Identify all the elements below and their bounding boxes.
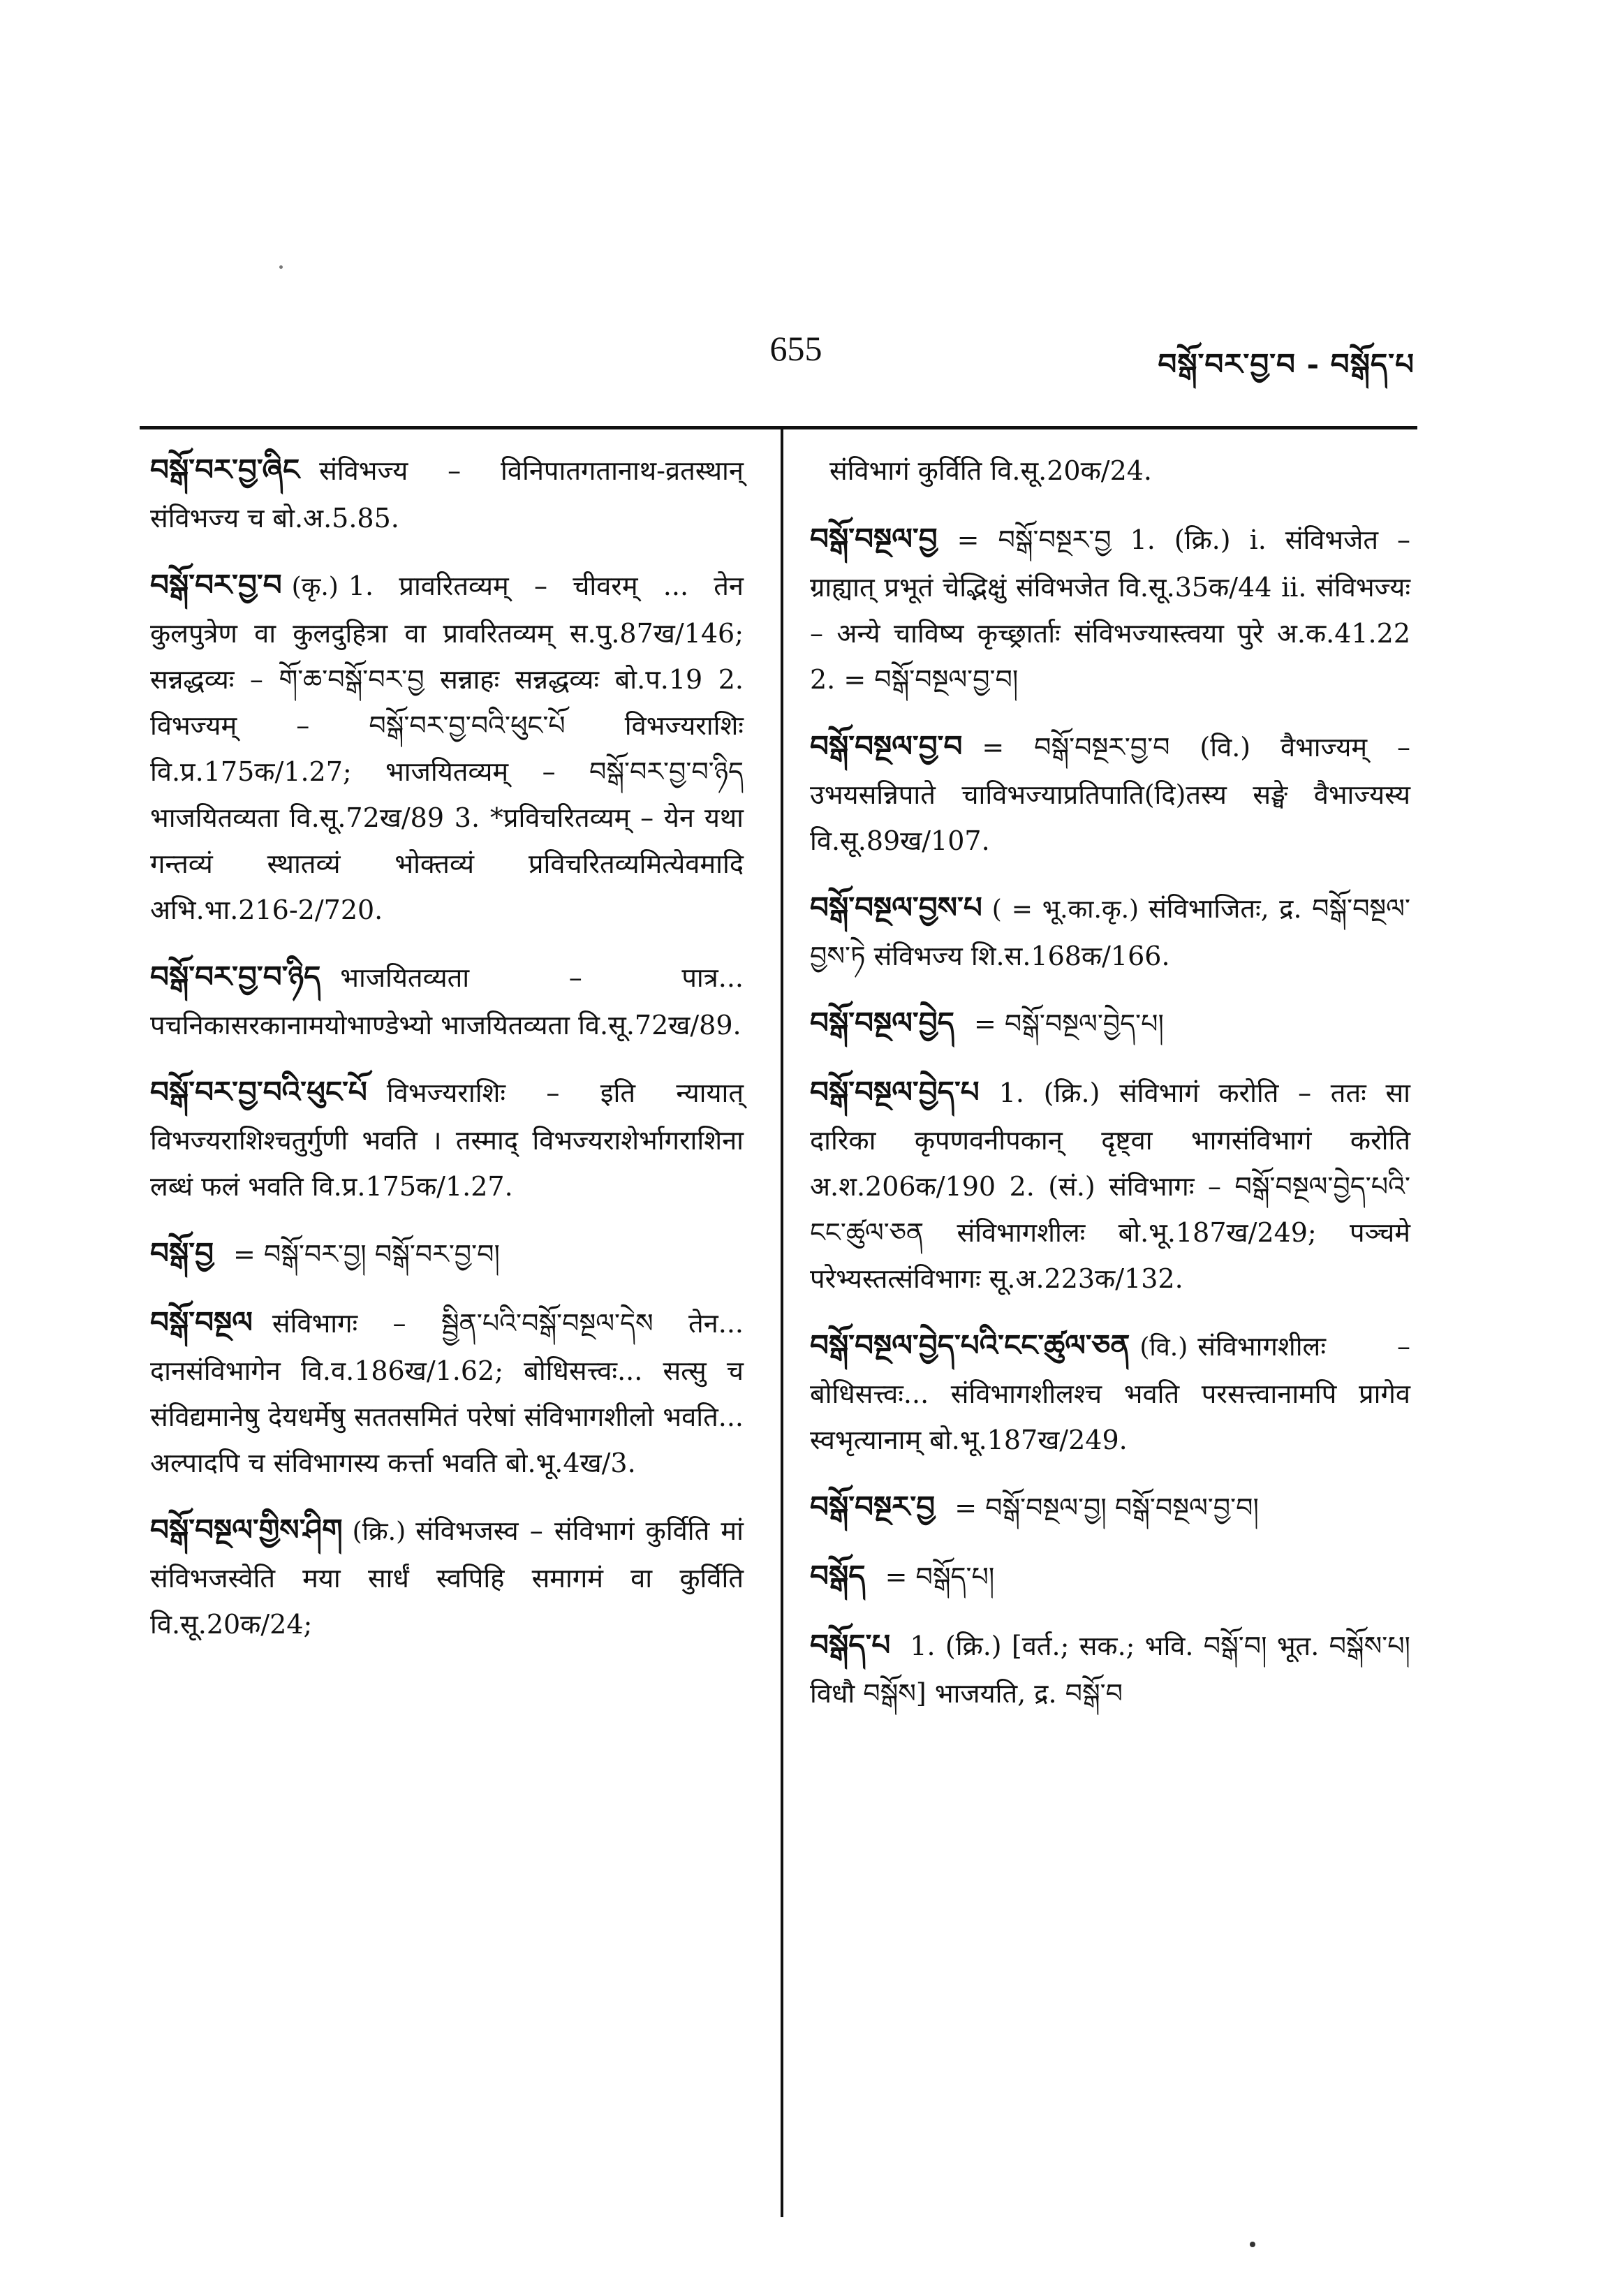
entry-body: भाजयितव्यता – पात्र... पचनिकासरकानामयोभाण्डेभ्यो भाजयितव्यता वि.सू.72ख/89. bbox=[150, 962, 744, 1041]
grammar-note: (क्रि.) bbox=[352, 1517, 406, 1546]
headword: བསྒོ་བསྔལ་བྱ་བ bbox=[810, 729, 963, 763]
dictionary-entry bbox=[810, 1323, 1410, 1463]
dictionary-entry bbox=[150, 1069, 744, 1210]
headword: བསྒོ་བསྔལ་བྱེད་པའི་ངང་ཚུལ་ཅན bbox=[810, 1328, 1130, 1362]
dictionary-entry bbox=[810, 1553, 1410, 1601]
headword: བསྒོ་བསྔལ་བྱེད bbox=[810, 1006, 954, 1040]
dictionary-entry bbox=[150, 562, 744, 933]
entry-body: = བསྒོ་བར་བྱ། བསྒོ་བར་བྱ་བ། bbox=[233, 1239, 500, 1270]
entry-body: संविभागः – སྦྱིན་པའི་བསྒོ་བསྔལ་དེས तेन... दानसंविभागेन वि.व.186ख/1.62; बोधिसत्त्वः... सत्सु च संविद्यमानेषु देयधर्मेषु सततसमितं परेषां संविभागशीलो भवति... अल्पादपि च संविभागस्य कर्त्ता भवति बो.भू.4ख/3. bbox=[150, 1308, 744, 1478]
dictionary-entry bbox=[150, 1507, 744, 1647]
dictionary-entry bbox=[810, 723, 1410, 864]
dictionary-entry bbox=[150, 447, 744, 541]
entry-body: संविभजस्व – संविभागं कुर्विति मां संविभजस्वेति मया सार्धं स्वपिहि समागमं वा कुर्विति वि.सू.20क/24; bbox=[150, 1515, 744, 1640]
speck bbox=[279, 265, 283, 269]
grammar-note: (वि.) bbox=[1139, 1333, 1188, 1362]
headword: བསྒོ་བྱ bbox=[150, 1236, 214, 1270]
headword: བསྒོ་བསྔར་བྱ bbox=[810, 1490, 936, 1524]
dictionary-entry bbox=[810, 1622, 1410, 1716]
running-head: བསྒོ་བར་བྱ་བ - བསྒོད་པ bbox=[1158, 347, 1415, 381]
headword: བསྒོད bbox=[810, 1559, 866, 1593]
dictionary-entry bbox=[810, 447, 1410, 495]
grammar-note: ( = भू.का.कृ.) bbox=[991, 895, 1139, 924]
dictionary-entry bbox=[150, 954, 744, 1048]
dictionary-entry bbox=[810, 885, 1410, 979]
left-column bbox=[150, 447, 744, 1668]
headword: བསྒོ་བར་བྱ་བ་ཉིད bbox=[150, 959, 321, 994]
entry-body: = བསྒོ་བསྔལ་བྱེད་པ། bbox=[973, 1008, 1164, 1039]
entry-body: विभज्यराशिः – इति न्यायात् विभज्यराशिश्चतुर्गुणी भवति । तस्माद् विभज्यराशेर्भागराशिना लब्धं फलं भवति वि.प्र.175क/1.27. bbox=[150, 1078, 744, 1202]
dictionary-entry bbox=[150, 1300, 744, 1486]
headword: བསྒོ་བསྔལ་གྱིས་ཤིག bbox=[150, 1513, 343, 1547]
entry-body: संविभागं कुर्विति वि.सू.20क/24. bbox=[829, 455, 1153, 486]
speck bbox=[1250, 2242, 1255, 2247]
dictionary-entry bbox=[150, 1230, 744, 1279]
page-number: 655 bbox=[769, 329, 822, 368]
headword: བསྒོད་པ bbox=[810, 1628, 891, 1662]
grammar-note: (कृ.) bbox=[291, 573, 339, 601]
headword: བསྒོ་བར་བྱ་བའི་ཕུང་པོ bbox=[150, 1075, 367, 1109]
headword: བསྒོ་བསྔལ་བྱ bbox=[810, 522, 938, 556]
dictionary-entry bbox=[810, 1484, 1410, 1532]
headword: བསྒོ་བསྔལ bbox=[150, 1305, 253, 1339]
right-column bbox=[810, 447, 1410, 1737]
entry-body: संविभागशीलः – बोधिसत्त्वः... संविभागशीलश्च भवति परसत्त्वानामपि प्रागेव स्वभृत्यानाम् बो.भू.187ख/249. bbox=[810, 1331, 1410, 1455]
entry-body: संविभाजितः, द्र. བསྒོ་བསྔལ་བྱས་ཏེ संविभज्य शि.स.168क/166. bbox=[810, 893, 1410, 971]
dictionary-entry bbox=[810, 1069, 1410, 1302]
headword: བསྒོ་བར་བྱ་བ bbox=[150, 568, 282, 602]
headword: བསྒོ་བར་བྱ་ཞིང bbox=[150, 453, 300, 487]
entry-body: = བསྒོ་བསྔལ་བྱ། བསྒོ་བསྔལ་བྱ་བ། bbox=[954, 1492, 1259, 1523]
column-divider bbox=[781, 429, 783, 2217]
entry-body: 1. (क्रि.) [वर्त.; सक.; भवि. བསྒོ་བ། भूत. བསྒོས་པ། विधौ བསྒོས] भाजयति, द्र. བསྒོ་བ bbox=[810, 1631, 1410, 1709]
entry-body: = བསྒོད་པ། bbox=[885, 1561, 995, 1592]
dictionary-entry bbox=[810, 516, 1410, 703]
dictionary-entry bbox=[810, 1000, 1410, 1048]
entry-body: 1. प्रावरितव्यम् – चीवरम् ... तेन कुलपुत्रेण वा कुलदुहित्रा वा प्रावरितव्यम् स.पु.87ख/146; सन्नद्धव्यः – གོ་ཆ་བསྒོ་བར་བྱ सन्नाहः सन्नद्धव्यः बो.प.19 2. विभज्यम् – བསྒོ་བར་བྱ་བའི་ཕུང་པོ विभज्यराशिः वि.प्र.175क/1.27; भाजयितव्यम् – བསྒོ་བར་བྱ་བ་ཉིད भाजयितव्यता वि.सू.72ख/89 3. *प्रविचरितव्यम् – येन यथा गन्तव्यं स्थातव्यं भोक्तव्यं प्रविचरितव्यमित्येवमादि अभि.भा.216-2/720. bbox=[150, 571, 744, 925]
entry-body: 1. (क्रि.) संविभागं करोति – ततः सा दारिका कृपणवनीपकान् दृष्ट्वा भागसंविभागं करोति अ.श.206क/190 2. (सं.) संविभागः – བསྒོ་བསྔལ་བྱེད་པའི་ངང་ཚུལ་ཅན संविभागशीलः बो.भू.187ख/249; पञ्चमे परेभ्यस्तत्संविभागः सू.अ.223क/132. bbox=[810, 1078, 1410, 1294]
header-rule bbox=[140, 426, 1417, 429]
headword: བསྒོ་བསྔལ་བྱས་པ bbox=[810, 890, 982, 925]
headword: བསྒོ་བསྔལ་བྱེད་པ bbox=[810, 1075, 980, 1109]
entry-body: = བསྒོ་བསྔར་བྱ་བ (वि.) वैभाज्यम् – उभयसन्निपाते चाविभज्याप्रतिपाति(दि)तस्य सङ्घे वैभाज्यस्य वि.सू.89ख/107. bbox=[810, 732, 1410, 856]
entry-body: संविभज्य – विनिपातगतानाथ-व्रतस्थान् संविभज्य च बो.अ.5.85. bbox=[150, 455, 744, 534]
entry-body: = བསྒོ་བསྔར་བྱ 1. (क्रि.) i. संविभजेत – ग्राह्यात् प्रभूतं चेद्भिक्षुं संविभजेत वि.सू.35क/44 ii. संविभज्यः – अन्ये चाविष्य कृच्छ्रार्ताः संविभज्यास्त्वया पुरे अ.क.41.22 2. = བསྒོ་བསྔལ་བྱ་བ། bbox=[810, 524, 1410, 695]
